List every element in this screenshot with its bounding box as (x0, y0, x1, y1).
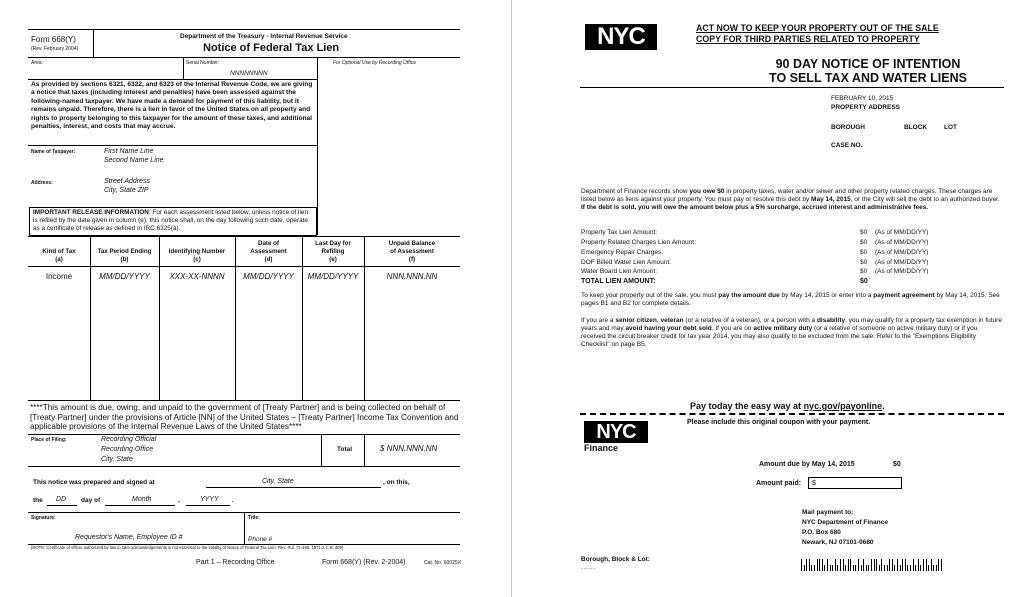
mail-to-label: Mail payment to: (802, 509, 854, 516)
barcode-bar (837, 565, 838, 571)
col-header-unpaid-balance-line1: of Assessment (390, 247, 434, 255)
bbl-label: Borough, Block & Lot: (581, 556, 650, 563)
barcode-bar (819, 559, 820, 571)
footer-part: Part 1 – Recording Office (196, 559, 275, 566)
barcode-bar (822, 559, 823, 571)
lot-label: LOT (944, 124, 957, 131)
address-line2: City, State ZIP (104, 187, 149, 194)
barcode-bar (923, 559, 924, 571)
release-info-body: : For each assessment listed below, unless notice of lien is refiled by the date given in column (e), this notice shall, on the day following such date, operate as a certificate of release as defined in IRC 6325(a). (33, 209, 308, 232)
col-header-date-of-assessment-line0: Date of (258, 240, 279, 247)
place-line3: City, State (101, 456, 133, 463)
nyc-logo-coupon: NYC (584, 421, 648, 443)
barcode-bar (881, 559, 882, 571)
signature-title-divider (244, 512, 245, 544)
barcode-bar (830, 565, 831, 571)
barcode-bar (806, 559, 807, 571)
keep-text-1: To keep your property out of the sale, you must (581, 292, 719, 299)
lien-label: Water Board Lien Amount: (581, 268, 657, 275)
col-header-tax-period (90, 248, 159, 264)
barcode-bar (871, 559, 872, 571)
barcode-bar (848, 559, 849, 571)
barcode-bar (832, 565, 833, 571)
exempt-bold-senior: senior citizen (615, 317, 657, 324)
lien-amount: $0 (860, 229, 868, 236)
notice-date: FEBRUARY 10, 2015 (831, 95, 894, 102)
cell-tax-period: MM/DD/YYYY (99, 272, 150, 281)
barcode-bar (918, 559, 919, 571)
taxpayer-label: Name of Taxpayer: (31, 149, 76, 155)
lien-as-of: (As of MM/DD/YY) (875, 259, 929, 266)
barcode-bar (817, 559, 818, 571)
form-number: Form 668(Y) (31, 35, 76, 44)
barcode-bar (879, 565, 880, 571)
barcode-bar (889, 559, 890, 571)
exempt-text-3: (or a relative of a veteran), or a person with a (683, 317, 817, 324)
phone-label: Phone # (248, 536, 273, 543)
release-info-heading: IMPORTANT RELEASE INFORMATION (33, 209, 149, 216)
borough-label: BOROUGH (831, 124, 865, 131)
exempt-text-5: . If you are on (711, 325, 754, 332)
lien-label: DOF Billed Water Lien Amount: (581, 259, 672, 266)
cell-last-day-refiling: MM/DD/YYYY (307, 272, 359, 281)
col-header-identifying-number-label: Identifying Number (168, 248, 226, 255)
barcode-bar (874, 559, 875, 571)
finance-label: Finance (584, 443, 619, 453)
notice-title-line1: 90 DAY NOTICE OF INTENTION (775, 57, 961, 71)
form-number-divider (93, 29, 94, 57)
barcode-bar (868, 565, 869, 571)
amount-due-label: Amount due by May 14, 2015 (759, 461, 855, 468)
total-value: $ NNN,NNN.NN (380, 444, 438, 453)
barcode-bar (809, 559, 810, 571)
taxpayer-line1: First Name Line (104, 148, 154, 155)
lien-as-of: (As of MM/DD/YY) (875, 249, 929, 256)
total-lien-label: TOTAL LIEN AMOUNT: (581, 278, 656, 285)
barcode-bar (910, 565, 911, 571)
col-header-last-day-refiling-line1: Refiling (321, 247, 345, 255)
area-rule (28, 79, 318, 80)
exempt-text-6: (or a relative of someone on active military duty) or if you received the circuit breaker credit for tax year 2014, you may also qualify to be excluded from the sale. Refer to the "Exemptions Eligibility Checklist" on page B5. (581, 325, 978, 348)
barcode-bar (811, 565, 812, 571)
lien-amount: $0 (860, 259, 868, 266)
barcode-bar (824, 565, 825, 571)
mail-address-line2: P.O. Box 680 (802, 529, 841, 536)
prepared-text: This notice was prepared and signed at (33, 479, 155, 486)
lien-label: Emergency Repair Charges: (581, 249, 664, 256)
exempt-bold-disability: disability (816, 317, 846, 324)
total-left-divider (321, 434, 322, 466)
lien-as-of: (As of MM/DD/YY) (875, 268, 929, 275)
lien-row-property-tax (581, 229, 1001, 239)
nyc-logo-top: NYC (585, 24, 657, 50)
department-name: Department of the Treasury - Internal Revenue Service (180, 33, 348, 40)
optional-use-label: For Optional Use by Recording Office (333, 60, 417, 66)
barcode-bar (845, 565, 846, 571)
pay-online-suffix: . (882, 401, 885, 411)
lien-row-total (581, 278, 1001, 288)
intro-paragraph: As provided by sections 6321, 6322, and 6323 of the Internal Revenue Code, we are giving a notice that taxes (including interest and penalties) have been assessed against the following-named taxpayer. We have made a demand for payment of this liability, but it remains unpaid. Therefore, there is a lien in favor of the United States on all property and rights to property belonging to this taxpayer for the amount of these taxes, and additional penalties, interest, and costs that may accrue. (31, 81, 313, 131)
year-value: YYYY (200, 496, 219, 503)
lien-row-water-board (581, 268, 1001, 278)
barcode-bar (861, 565, 862, 571)
col-header-unpaid-balance-letter: (f) (408, 255, 416, 263)
barcode-bar (938, 559, 939, 571)
intro-bold-date: May 14, 2015 (811, 196, 851, 203)
col-header-date-of-assessment (235, 240, 302, 263)
barcode-bar (855, 565, 856, 571)
barcode-bar (863, 559, 864, 571)
col-header-last-day-refiling (302, 240, 364, 263)
lien-as-of: (As of MM/DD/YY) (875, 229, 929, 236)
col-header-date-of-assessment-line1: Assessment (250, 247, 287, 255)
table-bottom-rule (28, 400, 460, 401)
keep-text-2: by May 14, 2015 or enter into a (779, 292, 874, 299)
barcode-bar (835, 559, 836, 571)
requestor-name: Requestor's Name, Employee ID # (75, 534, 183, 541)
act-now-line1: ACT NOW TO KEEP YOUR PROPERTY OUT OF THE SALE (696, 23, 939, 33)
pay-online-prefix: Pay today the easy way at (690, 401, 804, 411)
cell-unpaid-balance: NNN,NNN.NN (386, 272, 438, 281)
barcode-bar (876, 559, 877, 571)
lien-amount: $0 (860, 249, 868, 256)
year-line (186, 505, 230, 506)
barcode-bar (894, 565, 895, 571)
barcode-bar (887, 565, 888, 571)
barcode-bar (892, 559, 893, 571)
col-header-identifying-number-letter: (c) (193, 255, 201, 263)
col-header-tax-period-label: Tax Period Ending (97, 248, 152, 255)
barcode-bar (843, 559, 844, 571)
intro-text-3: , or the City will sell the debt to an authorized buyer. (850, 196, 1000, 203)
the-label: the (33, 497, 43, 504)
month-line (105, 505, 175, 506)
barcode-bar (902, 559, 903, 571)
barcode-bar (866, 565, 867, 571)
area-serial-divider (183, 57, 184, 79)
intro-bold-owe: you owe $0 (689, 188, 725, 195)
barcode-bar (915, 565, 916, 571)
release-info-text (33, 209, 313, 233)
mail-address-line1: NYC Department of Finance (802, 519, 888, 526)
col-header-unpaid-balance (364, 240, 460, 263)
barcode-bar (804, 565, 805, 571)
lien-as-of: (As of MM/DD/YY) (875, 239, 929, 246)
col-header-identifying-number (159, 248, 235, 264)
col-header-kind-of-tax-letter: (a) (55, 255, 63, 263)
area-label: Area: (31, 60, 43, 66)
mail-address-line3: Newark, NJ 07101-0680 (802, 539, 874, 546)
barcode-bar (850, 559, 851, 571)
serial-label: Serial Number: (186, 60, 220, 66)
place-line2: Recording Office (101, 446, 154, 453)
lien-label: Property Related Charges Lien Amount: (581, 239, 696, 246)
cell-date-of-assessment: MM/DD/YYYY (243, 272, 294, 281)
cell-identifying-number: XXX-XX-NNNN (169, 272, 225, 281)
property-address: PROPERTY ADDRESS (831, 104, 900, 111)
intro-text-2: in property taxes, water and/or sewer and other property related charges. These charges are listed below as liens against your property. You must pay or resolve this debt by (581, 188, 993, 203)
case-no-label: CASE NO. (831, 142, 863, 149)
footer-cat-number: Cat. No. 60025X (424, 560, 461, 566)
exempt-text-1: If you are a (581, 317, 616, 324)
col-header-kind-of-tax-label: Kind of Tax (42, 248, 76, 255)
exempt-bold-veteran: veteran (660, 317, 684, 324)
comma-separator: , (178, 497, 180, 504)
address-label: Address: (31, 180, 53, 186)
exempt-bold-military: active military duty (753, 325, 813, 332)
form-title: Notice of Federal Tax Lien (203, 42, 340, 54)
lien-row-emergency-repair (581, 249, 1001, 259)
exempt-text-4: , you may qualify for a property tax exemption in future years and may (581, 317, 1002, 332)
col-header-tax-period-letter: (b) (120, 255, 129, 263)
include-coupon-text: Please include this original coupon with your payment. (687, 419, 871, 426)
on-this-text: , on this, (383, 479, 410, 486)
barcode-bar (900, 565, 901, 571)
coupon-cut-line (580, 413, 1004, 415)
col-header-date-of-assessment-letter: (d) (264, 255, 273, 263)
serial-value: NNNNNNNN (230, 70, 268, 77)
keep-bold-pay: pay the amount due (718, 292, 780, 299)
barcode-bar (926, 559, 927, 571)
intro-notice-paragraph (581, 188, 1003, 212)
keep-bold-agreement: payment agreement (873, 292, 935, 299)
keep-property-paragraph (581, 292, 1003, 308)
title-rule (580, 87, 1004, 88)
total-lien-value: $0 (860, 278, 868, 285)
month-value: Month (132, 496, 152, 503)
lien-amount: $0 (860, 268, 868, 275)
lien-label: Property Tax Lien Amount: (581, 229, 658, 236)
block-label: BLOCK (904, 124, 928, 131)
barcode-bar (884, 565, 885, 571)
exemption-paragraph (581, 317, 1003, 349)
exempt-bold-avoid: avoid having your debt sold (625, 325, 712, 332)
footer-form: Form 668(Y) (Rev. 2-2004) (322, 559, 406, 566)
form-rev-date: (Rev. February 2004) (31, 46, 79, 52)
table-top-rule (28, 236, 460, 237)
barcode-bar (907, 565, 908, 571)
lien-row-property-charges (581, 239, 1001, 249)
barcode-bar (941, 559, 942, 571)
lien-amount: $0 (860, 239, 868, 246)
postal-barcode (801, 553, 944, 567)
total-right-divider (364, 434, 365, 466)
place-of-filing-label: Place of Filing: (31, 437, 67, 443)
header-rule (28, 57, 460, 58)
treaty-paragraph: ****This amount is due, owing, and unpaid to the government of [Treaty Partner] and is being collected on behalf of [Treaty Partner] under the provisions of Article [NN] of the United States – [Treaty Partner] Income Tax Convention and applicable provisions of the Internal Revenue Laws of the United States**** (30, 403, 459, 432)
barcode-bar (897, 559, 898, 571)
place-line1: Recording Official (101, 436, 157, 443)
period-separator: . (232, 497, 234, 504)
act-now-line2: COPY FOR THIRD PARTIES RELATED TO PROPERTY (696, 34, 920, 44)
pay-online-text (690, 402, 885, 412)
col-header-kind-of-tax (28, 248, 90, 264)
bbl-value: - - - - - (581, 566, 595, 572)
barcode-bar (827, 559, 828, 571)
prepared-city-value: City, State (262, 478, 294, 485)
barcode-bar (814, 565, 815, 571)
prepared-city-line (206, 487, 381, 488)
intro-bold-surcharge: If the debt is sold, you will owe the amount below plus a 5% surcharge, accrued interest and administrative fees. (581, 204, 929, 211)
intro-text-1: Department of Finance records show (581, 188, 690, 195)
place-bottom-rule (28, 466, 460, 467)
barcode-bar (905, 559, 906, 571)
col-header-last-day-refiling-letter: (e) (329, 255, 337, 263)
pay-online-link[interactable]: nyc.gov/payonline (803, 401, 883, 411)
barcode-bar (853, 565, 854, 571)
cell-kind-of-tax: Income (45, 272, 73, 281)
amount-paid-label: Amount paid: (756, 480, 802, 487)
barcode-bar (801, 559, 802, 571)
place-top-rule (28, 434, 460, 435)
barcode-bar (936, 565, 937, 571)
signature-label: Signature: (31, 515, 56, 521)
barcode-bar (920, 565, 921, 571)
keep-text-3: by May 14, 2015. See pages B1 and B2 for complete details. (581, 292, 1000, 307)
title-label: Title: (248, 515, 260, 521)
intro-rule (28, 145, 318, 146)
barcode-bar (913, 559, 914, 571)
officer-note: (NOTE: Certificate of officer authorized by law to take acknowledgements is not essential to the validity of Notice of Federal Tax Lien. Rev. Rul. 71-466, 1971-2 C.B. 409) (31, 545, 344, 550)
total-label: Total (337, 446, 353, 453)
barcode-bar (931, 559, 932, 571)
taxpayer-line2: Second Name Line (104, 157, 164, 164)
day-line (47, 505, 77, 506)
col-header-unpaid-balance-line0: Unpaid Balance (388, 240, 436, 247)
exempt-text-2: , (656, 317, 661, 324)
table-header-rule (28, 266, 460, 267)
day-of-label: day of (81, 497, 101, 504)
barcode-bar (840, 559, 841, 571)
address-line1: Street Address (104, 178, 151, 185)
barcode-bar (858, 559, 859, 571)
notice-title-line2: TO SELL TAX AND WATER LIENS (769, 71, 967, 85)
amount-due-value: $0 (893, 461, 901, 468)
col-header-last-day-refiling-line0: Last Day for (315, 240, 351, 247)
day-value: DD (56, 496, 67, 503)
optional-column-divider (317, 57, 318, 235)
amount-paid-input[interactable]: $ (808, 477, 902, 489)
barcode-bar (928, 565, 929, 571)
barcode-bar (933, 565, 934, 571)
